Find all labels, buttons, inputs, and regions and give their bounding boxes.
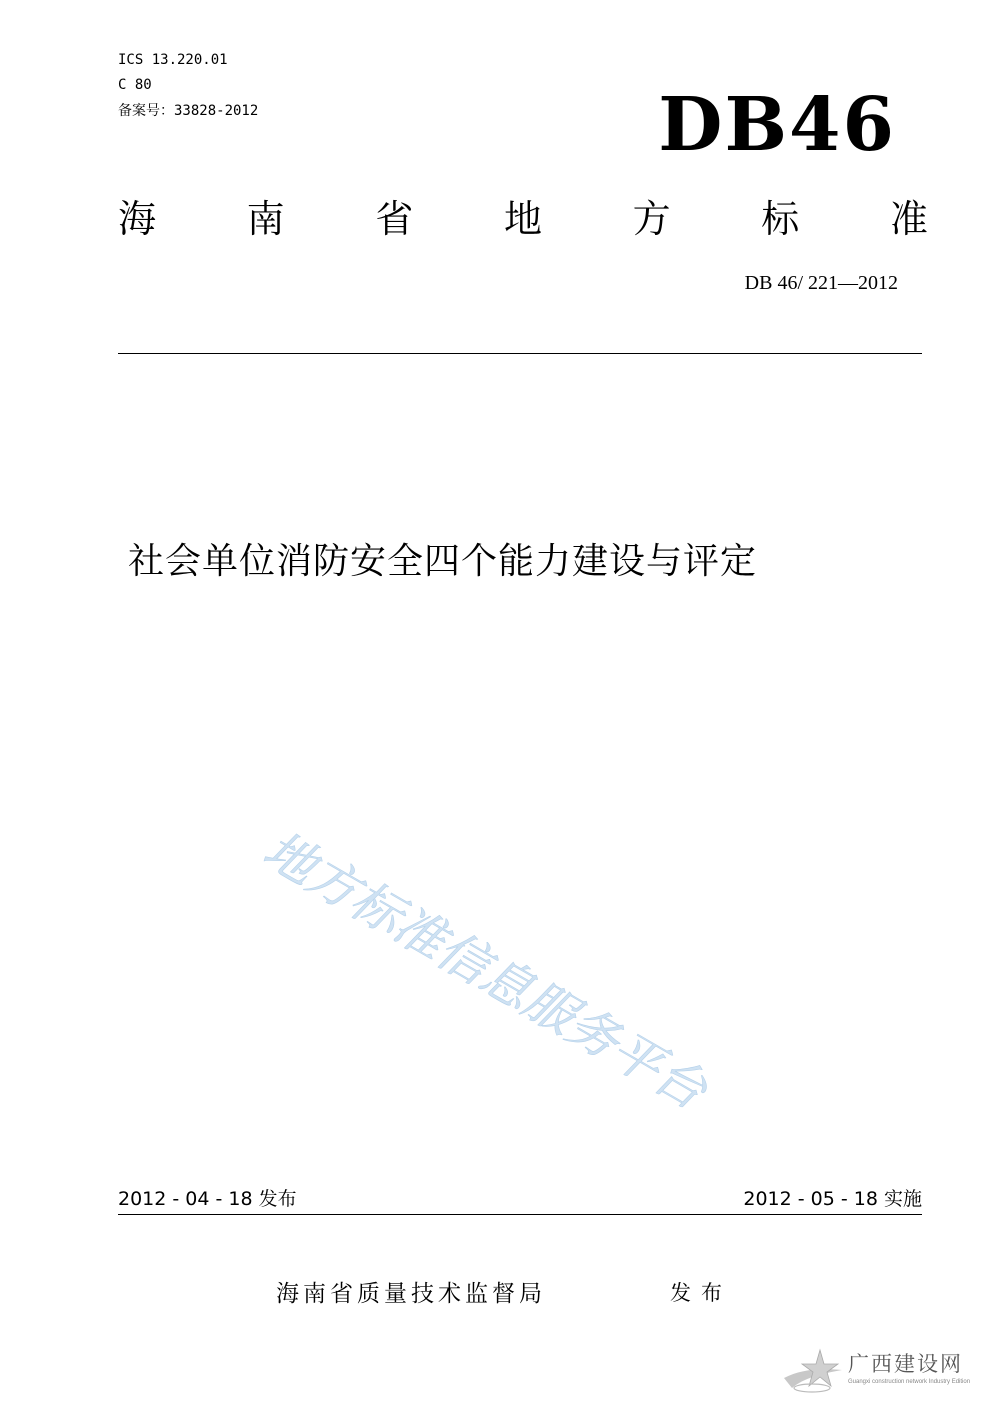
standard-type-char: 海	[118, 197, 157, 241]
watermark	[240, 800, 860, 1200]
implementation-date: 2012 - 05 - 18 实施	[743, 1188, 922, 1210]
standard-type-char: 准	[889, 197, 928, 241]
standard-number: DB 46/ 221—2012	[744, 272, 898, 294]
ccs-code: C 80	[118, 77, 152, 93]
standard-type	[118, 194, 928, 244]
standard-type-char: 南	[246, 197, 285, 241]
corner-logo-name: 广西建设网	[848, 1352, 963, 1376]
issue-date: 2012 - 04 - 18 发布	[118, 1188, 297, 1210]
document-title: 社会单位消防安全四个能力建设与评定	[128, 541, 758, 582]
star-logo-icon	[782, 1348, 844, 1396]
header-divider	[118, 353, 922, 354]
standard-type-char: 地	[503, 197, 542, 241]
filing-number: 备案号：33828-2012	[118, 103, 259, 119]
footer-divider	[118, 1214, 922, 1215]
ics-code: ICS 13.220.01	[118, 52, 228, 68]
standard-type-char: 省	[375, 197, 414, 241]
standard-type-char: 标	[761, 197, 800, 241]
publish-label: 发布	[670, 1281, 732, 1305]
corner-logo[interactable]	[782, 1346, 987, 1398]
issuer-name: 海南省质量技术监督局	[276, 1281, 546, 1307]
corner-logo-subtitle: Guangxi construction network Industry Edition	[848, 1379, 971, 1385]
standard-type-char: 方	[632, 197, 671, 241]
watermark-text: 地方标准信息服务平台	[254, 820, 717, 1121]
db-mark: DB46	[658, 82, 896, 168]
